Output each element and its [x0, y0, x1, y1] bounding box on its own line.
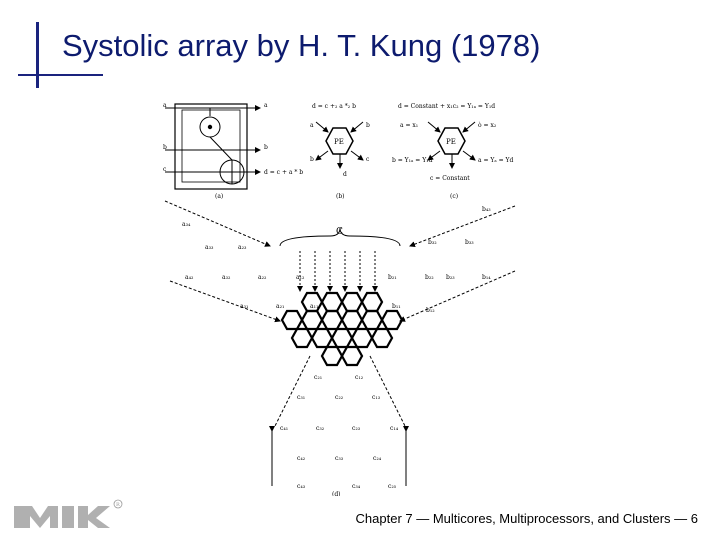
c-label-31: c₃₁ — [297, 394, 306, 401]
panel-c-input-right: ò = x₂ — [478, 122, 497, 129]
c-label-25: c₂₅ — [388, 483, 397, 490]
panel-c — [392, 103, 513, 200]
panel-b-port-b: b — [366, 122, 370, 129]
panel-c-caption: (c) — [450, 193, 459, 200]
slide-footer: Chapter 7 — Multicores, Multiprocessors, and Clusters — 6 — [355, 511, 698, 526]
panel-c-bottom-right: a = Yₐ = Yd — [478, 157, 514, 164]
a-label-33: a₃₃ — [205, 244, 214, 251]
b-label-43: b₄₃ — [482, 206, 491, 213]
a-label-42: a₄₂ — [185, 274, 194, 281]
panel-b-port-b-out: b — [310, 156, 314, 163]
panel-a-caption: (a) — [215, 193, 224, 200]
b-label-22: b₂₂ — [425, 274, 434, 281]
panel-a-output-a: a — [264, 102, 268, 109]
panel-d — [165, 201, 515, 496]
c-label-14: c₁₄ — [390, 425, 399, 432]
a-label-31: a₃₁ — [240, 303, 249, 310]
c-label-21: c₂₁ — [314, 374, 323, 381]
publisher-logo — [14, 498, 124, 539]
systolic-array-figure — [160, 96, 560, 501]
panel-c-pe-label: PE — [446, 138, 456, 146]
c-label-22: c₂₂ — [335, 394, 344, 401]
a-label-34: a₃₄ — [182, 221, 191, 228]
b-label-14: b₁₄ — [482, 274, 491, 281]
b-label-11: b₁₁ — [392, 303, 401, 310]
panel-b-output-d: d — [343, 171, 347, 178]
title-accent-vertical-bar-lower — [36, 74, 39, 88]
c-label-13: c₁₃ — [372, 394, 381, 401]
c-label-33: c₃₃ — [335, 455, 344, 462]
c-label-24: c₂₄ — [373, 455, 382, 462]
panel-a-output-d: d = c + a * b — [264, 169, 304, 176]
panel-b — [310, 103, 370, 200]
a-label-21: a₂₁ — [276, 303, 285, 310]
b-label-12: b₁₂ — [426, 307, 435, 314]
a-label-11: a₁₁ — [310, 303, 319, 310]
slide-title: Systolic array by H. T. Kung (1978) — [62, 28, 541, 63]
c-label-23: c₂₃ — [352, 425, 361, 432]
panel-a — [163, 102, 303, 200]
figure-svg — [160, 96, 560, 496]
panel-d-caption: (d) — [332, 491, 341, 496]
c-label-41: c₄₁ — [280, 425, 289, 432]
panel-b-pe-label: PE — [334, 138, 344, 146]
panel-c-input-left: a = x₁ — [400, 122, 419, 129]
svg-text:R: R — [116, 502, 120, 508]
a-label-22: a₂₂ — [258, 274, 267, 281]
panel-a-output-b: b — [264, 144, 268, 151]
title-accent-vertical-bar — [36, 22, 39, 82]
c-label-34: c₃₄ — [352, 483, 361, 490]
title-accent-horizontal-bar — [18, 74, 103, 76]
c-label-12: c₁₂ — [355, 374, 364, 381]
panel-a-input-c: c — [163, 166, 167, 173]
b-label-23: b₂₃ — [446, 274, 455, 281]
panel-b-port-c: c — [366, 156, 370, 163]
a-label-23: a₂₃ — [238, 244, 247, 251]
b-label-33: b₃₃ — [465, 239, 474, 246]
c-label-32: c₃₂ — [316, 425, 325, 432]
panel-b-equation: d = c +₂ a *₂ b — [312, 103, 356, 110]
panel-c-constant: c = Constant — [430, 175, 470, 182]
b-label-32: b₃₂ — [428, 239, 437, 246]
mk-logo-icon — [14, 498, 124, 534]
panel-b-caption: (b) — [336, 193, 345, 200]
panel-a-input-a: a — [163, 102, 167, 109]
a-label-32: a₃₂ — [222, 274, 231, 281]
panel-c-top-equation: d = Constant + x₁c₂ = Y₁ₐ = Y₁d — [398, 103, 496, 110]
panel-a-input-b: b — [163, 144, 167, 151]
c-label-42: c₄₂ — [297, 455, 306, 462]
panel-c-bottom-left: b = Y₁ₐ = Y₁d — [392, 157, 433, 164]
b-label-21: b₂₁ — [388, 274, 397, 281]
a-label-12: a₁₂ — [296, 274, 305, 281]
hex-pe-array — [282, 293, 402, 365]
c-label-43: c₄₃ — [297, 483, 306, 490]
panel-d-c-label: C — [336, 227, 343, 237]
panel-b-port-a: a — [310, 122, 314, 129]
